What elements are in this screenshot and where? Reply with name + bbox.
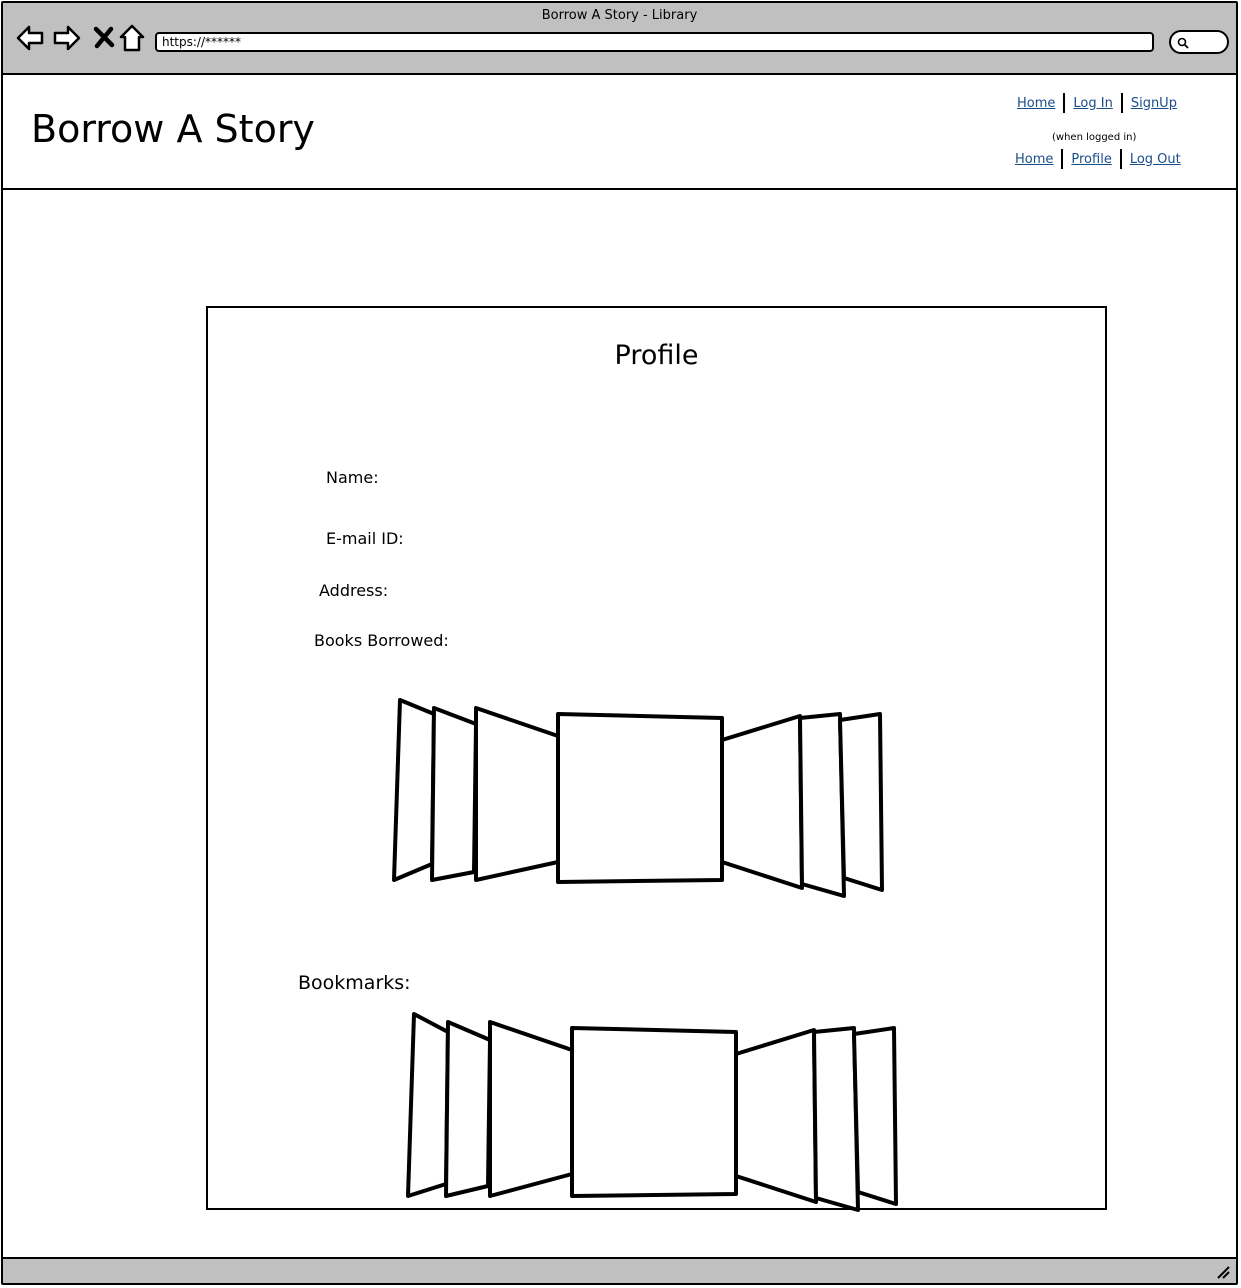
- nav-link-login[interactable]: Log In: [1073, 95, 1113, 111]
- status-bar: [3, 1257, 1236, 1283]
- carousel-item: [840, 714, 882, 890]
- books-borrowed-label: Books Borrowed:: [314, 631, 449, 650]
- carousel-item: [736, 1030, 816, 1202]
- browser-chrome: [3, 3, 1236, 75]
- carousel-item: [394, 700, 434, 880]
- email-label: E-mail ID:: [326, 529, 404, 548]
- logged-in-note: (when logged in): [1052, 132, 1137, 143]
- profile-panel: [206, 306, 1107, 1210]
- carousel-item: [432, 708, 476, 880]
- carousel-item: [800, 714, 844, 896]
- guest-nav: [1009, 93, 1185, 113]
- forward-icon[interactable]: [52, 23, 82, 53]
- site-header: [3, 75, 1236, 190]
- site-title: Borrow A Story: [31, 107, 315, 151]
- carousel-item: [572, 1028, 736, 1196]
- search-icon: [1177, 37, 1189, 49]
- address-label: Address:: [319, 581, 389, 600]
- nav-link-home[interactable]: Home: [1017, 95, 1056, 111]
- url-input[interactable]: https://******: [155, 32, 1154, 52]
- carousel-item: [476, 708, 558, 880]
- resize-grip-icon[interactable]: [1214, 1263, 1230, 1279]
- bookmarks-label: Bookmarks:: [298, 972, 411, 994]
- carousel-item: [814, 1028, 858, 1210]
- bookmarks-carousel[interactable]: [402, 1008, 902, 1214]
- user-nav: [1007, 149, 1189, 169]
- browser-window: [1, 1, 1238, 1285]
- profile-title: Profile: [614, 340, 699, 371]
- nav-link-signup[interactable]: SignUp: [1130, 95, 1177, 111]
- nav-link-profile[interactable]: Profile: [1071, 151, 1112, 167]
- carousel-item: [854, 1028, 896, 1204]
- carousel-item: [446, 1022, 490, 1196]
- search-button[interactable]: [1169, 30, 1229, 54]
- carousel-item: [722, 716, 802, 888]
- carousel-item: [408, 1014, 448, 1196]
- nav-link-logout[interactable]: Log Out: [1129, 151, 1181, 167]
- nav-link-home-user[interactable]: Home: [1015, 151, 1054, 167]
- carousel-item: [490, 1022, 572, 1196]
- name-label: Name:: [326, 468, 379, 487]
- home-icon[interactable]: [117, 23, 147, 53]
- stop-icon[interactable]: [89, 23, 119, 53]
- carousel-item: [558, 714, 722, 882]
- window-title: Borrow A Story - Library: [541, 8, 698, 23]
- books-borrowed-carousel[interactable]: [388, 694, 888, 900]
- back-icon[interactable]: [15, 23, 45, 53]
